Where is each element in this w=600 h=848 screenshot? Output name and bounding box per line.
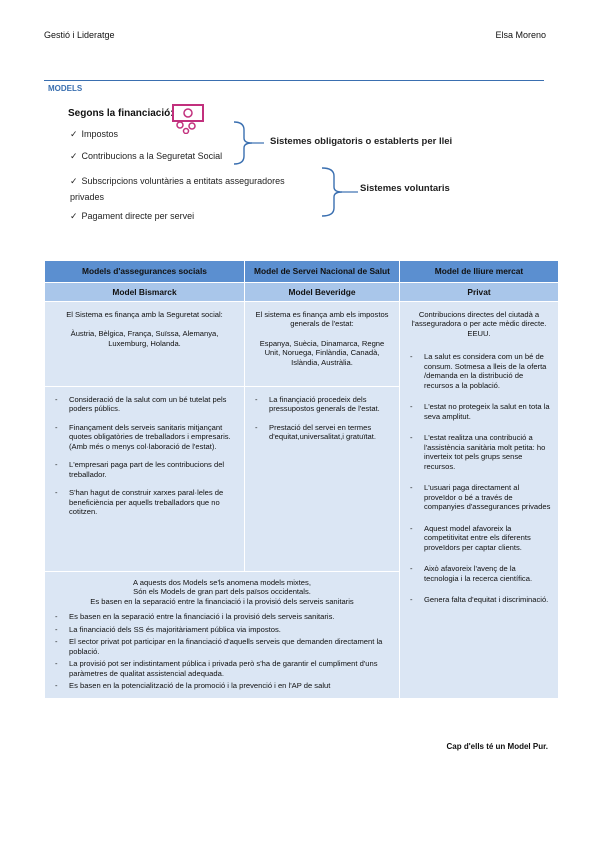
group-voluntary-label: Sistemes voluntaris — [360, 183, 450, 194]
group-mandatory-label: Sistemes obligatoris o establerts per llei — [270, 136, 453, 147]
list-item: - Això afavoreix l'avenç de la tecnologia i la recerca científica. — [424, 564, 552, 583]
check-icon: ✓ — [70, 151, 78, 161]
list-item: - El sector privat pot participar en la financiació d'aquells serveis que demanden directament la població. — [69, 637, 393, 656]
beveridge-countries: Espanya, Suècia, Dinamarca, Regne Unit, Noruega, Finlàndia, Canadà, Islàndia, Austràlia. — [259, 338, 385, 367]
list-item: - La salut es considera com un bé de consum. Sotmesa a lleis de la oferta /demanda en la distribució de recursos a la població. — [424, 352, 552, 390]
beveridge-intro: El sistema es finança amb els impostos generals de l'estat: — [255, 310, 389, 329]
private-list — [406, 352, 552, 604]
list-item: - Es basen en la potencialització de la promoció i la prevenció i en l'AP de salut — [69, 681, 393, 690]
section-title: MODELS — [48, 84, 83, 93]
list-item: - Aquest model afavoreix la competitivitat entre els diferents proveïdors per captar clients. — [424, 524, 552, 552]
list-item: - S'han hagut de construir xarxes paral·leles de beneficiència per aquells treballadors que no cotitzen. — [69, 488, 238, 516]
bismarck-list — [51, 395, 238, 517]
header-rule — [44, 80, 544, 81]
mixed-line-1: A aquests dos Models se'ls anomena models mixtes, — [133, 578, 311, 587]
mixed-list — [51, 612, 393, 690]
beveridge-list — [251, 395, 393, 442]
financing-item: ✓ Contribucions a la Seguretat Social — [70, 151, 223, 161]
models-table — [44, 260, 559, 699]
header-right: Elsa Moreno — [495, 30, 546, 40]
list-item: - La provisió pot ser indistintament pública i privada però s'ha de garantir el cumpliment d'uns paràmetres de qualitat assistencial adequada. — [69, 659, 393, 678]
check-icon: ✓ — [70, 129, 78, 139]
list-item: - Genera falta d'equitat i discriminació. — [424, 595, 552, 604]
bismarck-countries: Àustria, Bèlgica, França, Suïssa, Alemanya, Luxemburg, Holanda. — [70, 329, 219, 348]
mixed-line-3: Es basen en la separació entre la financiació i la provisió dels serveis sanitaris — [90, 596, 354, 606]
beveridge-features-cell — [245, 387, 400, 572]
list-item: - L'estat realitza una contribució a l'assistència sanitària molt petita: ho inverteix tot pels grups sense recursos. — [424, 433, 552, 471]
financing-item: ✓ Subscripcions voluntàries a entitats asseguradores privades — [70, 176, 285, 202]
list-item: - La finançiació procedeix dels pressupostos generals de l'estat. — [269, 395, 393, 414]
brace-icon — [320, 166, 360, 218]
list-item: - L'estat no protegeix la salut en tota la seva amplitut. — [424, 402, 552, 421]
coins-icon — [172, 104, 206, 134]
list-item: - Es basen en la separació entre la financiació i la provisió dels serveis sanitaris. — [69, 612, 393, 621]
col-header-national-health: Model de Servei Nacional de Salut — [245, 261, 400, 283]
financing-title: Segons la financiació: — [68, 108, 174, 119]
col-header-free-market: Model de lliure mercat — [400, 261, 559, 283]
col-header-social-insurance: Models d'assegurances socials — [45, 261, 245, 283]
bismarck-intro-cell — [45, 302, 245, 387]
bismarck-intro: El Sistema es finança amb la Seguretat social: — [66, 310, 223, 319]
list-item: - L'empresari paga part de les contribucions del treballador. — [69, 460, 238, 479]
list-item: - Prestació del servei en termes d'equitat,universalitat,i gratuïtat. — [269, 423, 393, 442]
beveridge-intro-cell — [245, 302, 400, 387]
header-left: Gestió i Lideratge — [44, 30, 115, 40]
check-icon: ✓ — [70, 176, 78, 186]
financing-item: ✓ Impostos — [70, 129, 119, 139]
financing-item: ✓ Pagament directe per servei — [70, 211, 195, 221]
brace-icon — [232, 120, 266, 166]
list-item: - La financiació dels SS és majoritàriament pública via impostos. — [69, 625, 393, 634]
check-icon: ✓ — [70, 211, 78, 221]
list-item: - L'usuari paga directament al proveïdor o bé a través de companyies d'assegurances privades — [424, 483, 552, 511]
list-item: - Consideració de la salut com un bé tutelat pels poders públics. — [69, 395, 238, 414]
mixed-line-2: Són els Models de gran part dels països occidentals. — [133, 587, 311, 597]
sub-header-beveridge: Model Beveridge — [245, 282, 400, 302]
footer-note: Cap d'ells té un Model Pur. — [446, 742, 548, 751]
private-intro: Contribucions directes del ciutadà a l'asseguradora o per acte mèdic directe. EEUU. — [411, 310, 547, 338]
private-cell — [400, 302, 559, 699]
sub-header-bismarck: Model Bismarck — [45, 282, 245, 302]
sub-header-private: Privat — [400, 282, 559, 302]
list-item: - Finançament dels serveis sanitaris mitjançant quotes obligatòries de treballadors i empresaris. (Amb més o menys col·laboració de l'estat). — [69, 423, 238, 451]
bismarck-features-cell — [45, 387, 245, 572]
mixed-models-cell — [45, 572, 400, 699]
